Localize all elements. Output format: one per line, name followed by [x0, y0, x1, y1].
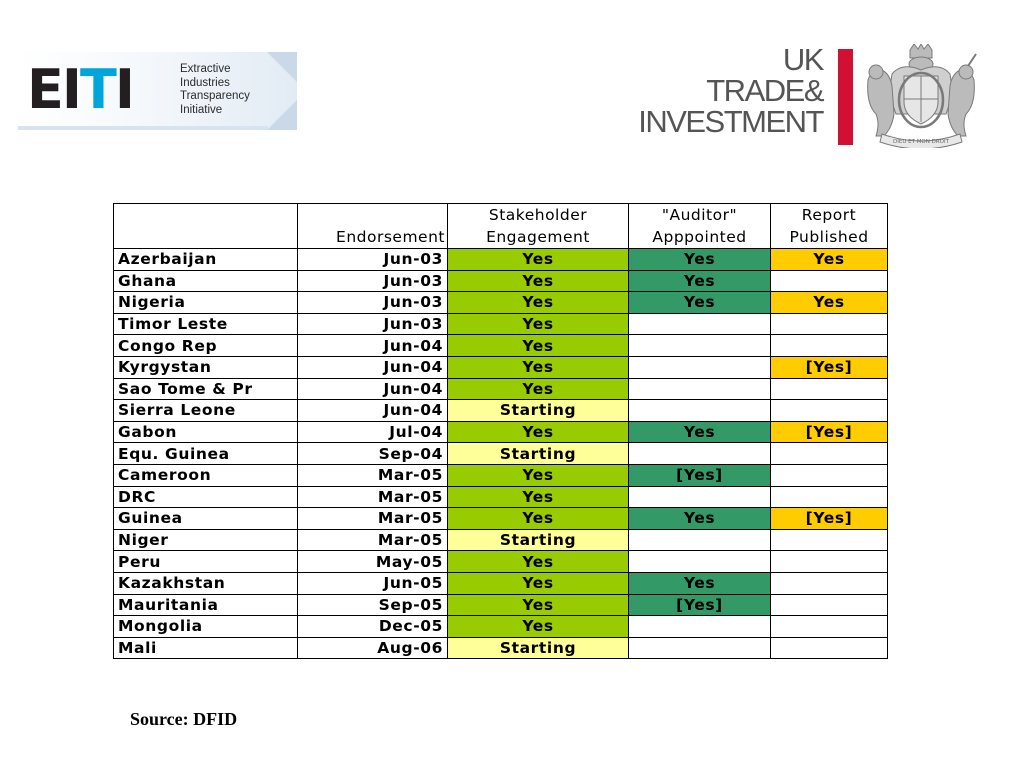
auditor-cell: Yes — [629, 572, 771, 594]
header-line: Endorsement — [336, 228, 445, 246]
country-cell: Nigeria — [114, 292, 298, 314]
report-cell: [Yes] — [771, 421, 888, 443]
auditor-cell — [629, 356, 771, 378]
report-cell — [771, 616, 888, 638]
header-report-published — [771, 204, 888, 249]
report-cell: Yes — [771, 292, 888, 314]
auditor-cell — [629, 529, 771, 551]
eiti-letter-i1: I — [61, 58, 80, 121]
auditor-cell: Yes — [629, 421, 771, 443]
country-cell: Timor Leste — [114, 313, 298, 335]
table-row — [114, 270, 888, 292]
report-cell — [771, 313, 888, 335]
stakeholder-cell: Starting — [448, 529, 629, 551]
stakeholder-cell: Yes — [448, 270, 629, 292]
endorsement-cell: Jun-04 — [298, 356, 448, 378]
stakeholder-cell: Yes — [448, 249, 629, 271]
table-header-row — [114, 204, 888, 249]
auditor-cell — [629, 313, 771, 335]
endorsement-cell: Sep-05 — [298, 594, 448, 616]
endorsement-cell: Jun-04 — [298, 335, 448, 357]
header-line: Published — [789, 228, 869, 246]
report-cell — [771, 594, 888, 616]
table-row — [114, 594, 888, 616]
country-cell: Equ. Guinea — [114, 443, 298, 465]
stakeholder-cell: Yes — [448, 378, 629, 400]
stakeholder-cell: Yes — [448, 508, 629, 530]
auditor-cell — [629, 400, 771, 422]
table-row — [114, 616, 888, 638]
endorsement-cell: Mar-05 — [298, 486, 448, 508]
auditor-cell — [629, 486, 771, 508]
country-cell: Azerbaijan — [114, 249, 298, 271]
eiti-subtitle-line: Extractive — [180, 63, 231, 75]
table-row — [114, 421, 888, 443]
country-cell: Guinea — [114, 508, 298, 530]
country-cell: Congo Rep — [114, 335, 298, 357]
report-cell — [771, 464, 888, 486]
stakeholder-cell: Yes — [448, 551, 629, 573]
report-cell — [771, 335, 888, 357]
header-auditor-appointed — [629, 204, 771, 249]
endorsement-cell: Jun-03 — [298, 313, 448, 335]
header-line: Apppointed — [652, 228, 747, 246]
endorsement-cell: Sep-04 — [298, 443, 448, 465]
stakeholder-cell: Yes — [448, 421, 629, 443]
report-cell — [771, 637, 888, 659]
table-row — [114, 551, 888, 573]
endorsement-cell: Mar-05 — [298, 529, 448, 551]
eiti-letter-e: E — [27, 58, 62, 121]
stakeholder-cell: Yes — [448, 594, 629, 616]
endorsement-cell: Jun-04 — [298, 400, 448, 422]
auditor-cell — [629, 335, 771, 357]
stakeholder-cell: Starting — [448, 637, 629, 659]
endorsement-cell: Aug-06 — [298, 637, 448, 659]
table-row — [114, 400, 888, 422]
eiti-subtitle-line: Industries — [180, 76, 230, 89]
report-cell — [771, 400, 888, 422]
header-endorsement — [298, 204, 448, 249]
stakeholder-cell: Yes — [448, 486, 629, 508]
ukti-logo — [640, 44, 985, 148]
auditor-cell — [629, 616, 771, 638]
table-row — [114, 486, 888, 508]
header-stakeholder-engagement — [448, 204, 629, 249]
ukti-line-trade: TRADE& — [706, 73, 823, 108]
auditor-cell: [Yes] — [629, 464, 771, 486]
report-cell — [771, 486, 888, 508]
table-row — [114, 529, 888, 551]
stakeholder-cell: Starting — [448, 400, 629, 422]
table-body — [114, 249, 888, 659]
stakeholder-cell: Yes — [448, 335, 629, 357]
report-cell — [771, 529, 888, 551]
report-cell: [Yes] — [771, 356, 888, 378]
stakeholder-cell: Yes — [448, 572, 629, 594]
report-cell — [771, 443, 888, 465]
table-row — [114, 637, 888, 659]
auditor-cell — [629, 378, 771, 400]
stakeholder-cell: Yes — [448, 313, 629, 335]
table-row — [114, 464, 888, 486]
header-line: Stakeholder — [488, 206, 588, 224]
country-cell: Mali — [114, 637, 298, 659]
table-row — [114, 313, 888, 335]
header-line: Report — [801, 206, 857, 224]
auditor-cell: Yes — [629, 508, 771, 530]
eiti-subtitle-line: Initiative — [180, 103, 223, 116]
stakeholder-cell: Yes — [448, 356, 629, 378]
country-cell: Peru — [114, 551, 298, 573]
ukti-wordmark — [638, 44, 823, 137]
eiti-letter-t: T — [79, 58, 115, 121]
endorsement-cell: Jul-04 — [298, 421, 448, 443]
auditor-cell — [629, 637, 771, 659]
auditor-cell: Yes — [629, 270, 771, 292]
endorsement-cell: Mar-05 — [298, 508, 448, 530]
endorsement-cell: Jun-05 — [298, 572, 448, 594]
eiti-letter-i2: I — [114, 58, 133, 121]
eiti-status-table — [113, 203, 888, 659]
table-row — [114, 378, 888, 400]
stakeholder-cell: Yes — [448, 464, 629, 486]
country-cell: DRC — [114, 486, 298, 508]
table-row — [114, 508, 888, 530]
country-cell: Kyrgystan — [114, 356, 298, 378]
source-note: Source: DFID — [130, 709, 238, 729]
country-cell: Kazakhstan — [114, 572, 298, 594]
table-row — [114, 292, 888, 314]
header-country — [114, 204, 298, 249]
endorsement-cell: Jun-04 — [298, 378, 448, 400]
report-cell — [771, 270, 888, 292]
country-cell: Gabon — [114, 421, 298, 443]
country-cell: Mauritania — [114, 594, 298, 616]
auditor-cell — [629, 443, 771, 465]
report-cell — [771, 551, 888, 573]
country-cell: Ghana — [114, 270, 298, 292]
endorsement-cell: Jun-03 — [298, 270, 448, 292]
royal-coat-of-arms-icon — [862, 44, 980, 148]
endorsement-cell: Jun-03 — [298, 249, 448, 271]
country-cell: Sierra Leone — [114, 400, 298, 422]
auditor-cell: Yes — [629, 249, 771, 271]
eiti-subtitle-line: Transparency — [180, 90, 250, 102]
stakeholder-cell: Yes — [448, 292, 629, 314]
auditor-cell — [629, 551, 771, 573]
stakeholder-cell: Starting — [448, 443, 629, 465]
ukti-red-bar — [838, 49, 853, 145]
eiti-logo-subtitle — [180, 63, 250, 117]
eiti-logo-wordmark — [27, 60, 133, 120]
header-line: Engagement — [486, 228, 590, 246]
table-row — [114, 443, 888, 465]
endorsement-cell: May-05 — [298, 551, 448, 573]
country-cell: Niger — [114, 529, 298, 551]
table-row — [114, 356, 888, 378]
country-cell: Mongolia — [114, 616, 298, 638]
table-row — [114, 572, 888, 594]
table-row — [114, 249, 888, 271]
report-cell: Yes — [771, 249, 888, 271]
header-line: "Auditor" — [661, 206, 738, 224]
stakeholder-cell: Yes — [448, 616, 629, 638]
eiti-logo — [18, 52, 297, 130]
ukti-line-uk: UK — [782, 42, 823, 77]
report-cell — [771, 378, 888, 400]
country-cell: Sao Tome & Pr — [114, 378, 298, 400]
table-row — [114, 335, 888, 357]
country-cell: Cameroon — [114, 464, 298, 486]
endorsement-cell: Dec-05 — [298, 616, 448, 638]
auditor-cell: Yes — [629, 292, 771, 314]
ukti-line-investment: INVESTMENT — [638, 104, 823, 139]
endorsement-cell: Mar-05 — [298, 464, 448, 486]
report-cell: [Yes] — [771, 508, 888, 530]
endorsement-cell: Jun-03 — [298, 292, 448, 314]
report-cell — [771, 572, 888, 594]
crest-motto: DIEU ET MON DROIT — [893, 139, 949, 145]
auditor-cell: [Yes] — [629, 594, 771, 616]
